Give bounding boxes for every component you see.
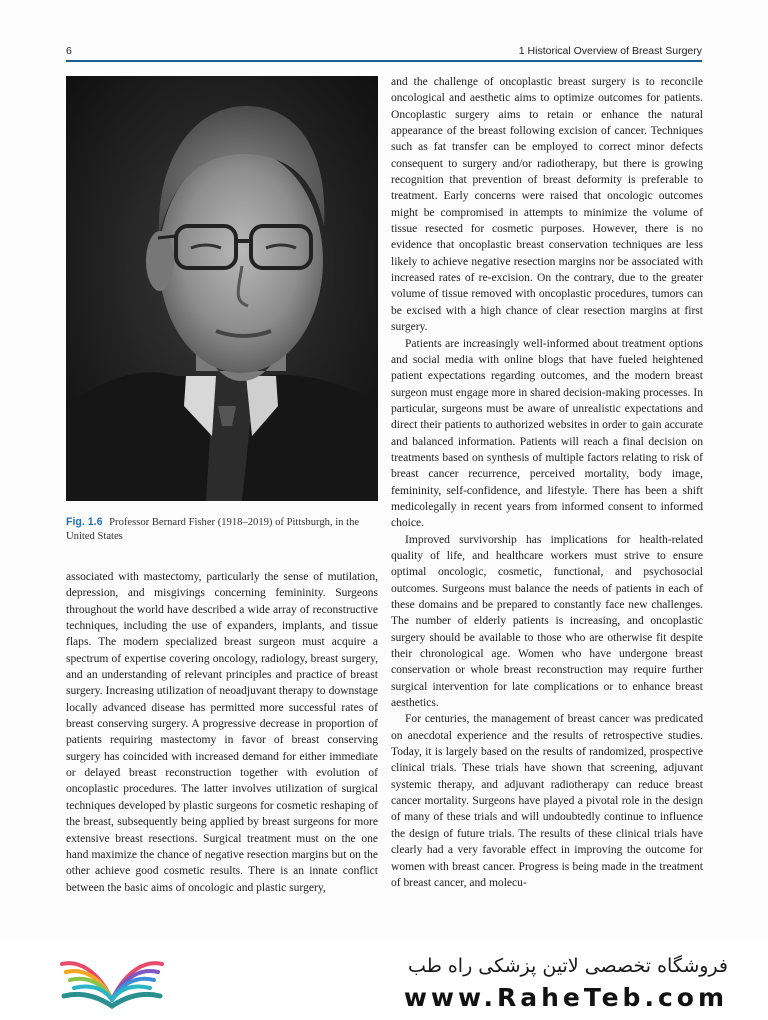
- portrait-photo: [66, 76, 378, 501]
- right-paragraph-2: Patients are increasingly well-informed about treatment options and social media with online blogs that have fueled heightened patient expectations regarding outcomes, and the modern breast surgeon must engage more in shared decision-making processes. In particular, surgeons must be aware of unrealistic expectations and direct their patients to authorized websites in order to gain accurate and balanced information. Patients will reach a final decision on treatments based on synthesis of multiple factors relating to risk of breast cancer recurrence, perceived mortality, body image, femininity, self-confidence, and lifestyle. There has been a shift medicolegally in recent years from informed consent to informed choice.: [391, 337, 703, 530]
- store-url[interactable]: www.RaheTeb.com: [403, 983, 728, 1012]
- portrait-image: [66, 76, 378, 501]
- page-number: 6: [66, 45, 72, 57]
- running-head: [66, 44, 702, 62]
- chapter-title: 1 Historical Overview of Breast Surgery: [518, 45, 702, 57]
- left-paragraph-1: associated with mastectomy, particularly the sense of mutilation, depression, and misgivings concerning femininity. Surgeons throughout the world have described a wide array of reconstructive techniques, including the use of expanders, implants, and tissue flaps. The modern specialized breast surgeon must acquire a spectrum of expertise covering oncology, radiology, breast surgery, and an understanding of relevant principles and practice of breast surgery. Increasing utilization of neoadjuvant therapy to downstage locally advanced disease has permitted more successful rates of breast conserving surgery. A progressive decrease in proportion of patients requiring mastectomy in favor of breast conserving surgery has coincided with increased demand for either immediate or delayed breast reconstruction together with evolution of oncoplastic procedures. The latter involves utilization of surgical techniques developed by plastic surgeons for cosmetic reshaping of the breast, subsequently being applied by breast surgeons for more extensive breast resections. Surgical treatment must on the one hand maximize the chance of negative resection margins but on the other achieve good cosmetic results. There is an innate conflict between the basic aims of oncologic and plastic surgery,: [66, 571, 378, 894]
- store-name: فروشگاه تخصصی لاتین پزشکی راه طب: [408, 955, 728, 977]
- figure-label: Fig. 1.6: [66, 516, 103, 528]
- left-column: [66, 569, 378, 896]
- book-logo-icon: [56, 950, 168, 1012]
- right-paragraph-1: and the challenge of oncoplastic breast surgery is to reconcile oncological and aesthetic aims to optimize outcomes for patients. Oncoplastic surgery aims to retain or enhance the natural appearance of the breast following excision of cancer. Techniques such as fat transfer can be employed to correct minor defects consequent to surgery and/or radiotherapy, but there is growing recognition that prevention of breast deformity is preferable to treatment. Early concerns were raised that oncologic outcomes might be compromised in attempts to minimize the volume of tissue resected for cosmetic purposes. However, there is no evidence that oncoplastic breast conservation techniques are less likely to achieve negative resection margins nor be associated with increased rates of re-excision. On the contrary, due to the greater volume of tissue removed with oncoplastic procedures, tumors can be excised with a high chance of clear resection margins at first surgery.: [391, 76, 703, 334]
- figure-caption: [66, 515, 378, 544]
- right-paragraph-4: For centuries, the management of breast cancer was predicated on anecdotal experience and the results of retrospective studies. Today, it is largely based on the results of randomized, prospective clinical trials. These trials have shown that screening, adjuvant systemic therapy, and adjuvant radiotherapy can reduce breast cancer mortality. Surgeons have played a pivotal role in the design of many of these trials and will undoubtedly continue to influence the design of future trials. The results of these clinical trials have clearly had a very favorable effect in improving the outcome for women with breast cancer. Progress is being made in the treatment of breast cancer, and molecu-: [391, 713, 703, 889]
- right-column: [391, 74, 703, 891]
- right-paragraph-3: Improved survivorship has implications for health-related quality of life, and healthcare workers must strive to ensure optimal oncologic, cosmetic, functional, and psychosocial outcomes. Surgeons must balance the needs of patients in each of these domains and be prepared to constantly face new challenges. The number of elderly patients is increasing, and oncoplastic surgery should be available to those who are otherwise fit despite their chronological age. Women who have undergone breast conservation or whole breast reconstruction may require further surgical intervention for late complications or to enhance breast aesthetics.: [391, 533, 703, 710]
- page-bottom-fade: [0, 905, 768, 940]
- figure-caption-text: Professor Bernard Fisher (1918–2019) of Pittsburgh, in the United States: [66, 517, 360, 542]
